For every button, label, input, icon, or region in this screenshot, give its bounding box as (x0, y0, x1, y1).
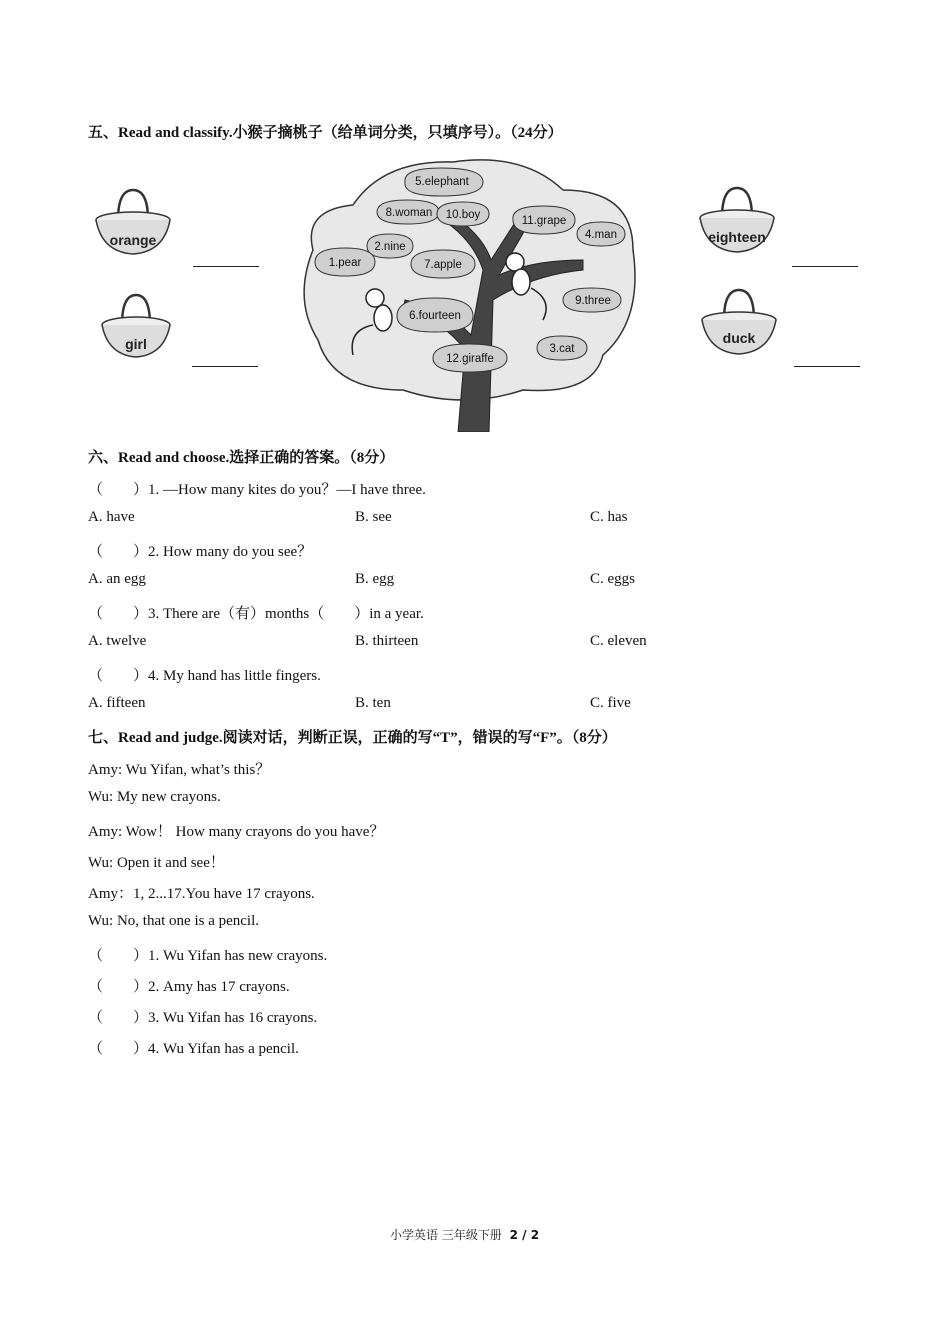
question-stem: （ ）3. There are（有）months（ ）in a year. (88, 606, 424, 622)
judge-statement: （ ）4. Wu Yifan has a pencil. (88, 1041, 299, 1057)
answer-blank-duck[interactable] (794, 366, 860, 367)
section6-title: 六、Read and choose.选择正确的答案。（8分） (88, 450, 395, 466)
basket-girl-icon (98, 293, 174, 363)
svg-text:5.elephant: 5.elephant (415, 176, 469, 188)
peach-item (433, 344, 507, 372)
peach-item (377, 200, 439, 224)
answer-blank-orange[interactable] (193, 266, 259, 267)
question-stem: （ ）4. My hand has little fingers. (88, 668, 321, 684)
svg-text:1.pear: 1.pear (328, 257, 362, 269)
peach-item (563, 288, 621, 312)
basket-orange-icon (92, 188, 174, 260)
peach-item (367, 234, 413, 258)
question-stem: （ ）2. How many do you see？ (88, 544, 313, 560)
option-a: A. twelve (88, 633, 147, 649)
option-b: B. egg (355, 571, 395, 587)
svg-text:4.man: 4.man (585, 229, 617, 241)
option-b: B. see (355, 509, 392, 525)
dialogue-line: Amy：1, 2...17.You have 17 crayons. (88, 886, 315, 902)
answer-blank-girl[interactable] (192, 366, 258, 367)
svg-text:7.apple: 7.apple (424, 259, 462, 271)
section7-title: 七、Read and judge.阅读对话，判断正误，正确的写“T”，错误的写“F”。（8分） (88, 730, 617, 746)
option-c: C. eggs (590, 571, 635, 587)
option-c: C. has (590, 509, 628, 525)
peach-item (537, 336, 587, 360)
judge-statement: （ ）2. Amy has 17 crayons. (88, 979, 290, 995)
dialogue-line: Amy: Wow！ How many crayons do you have？ (88, 824, 385, 840)
peach-item (397, 298, 473, 332)
svg-text:2.nine: 2.nine (374, 241, 406, 253)
judge-statement: （ ）1. Wu Yifan has new crayons. (88, 948, 328, 964)
option-c: C. five (590, 695, 631, 711)
option-b: B. ten (355, 695, 391, 711)
judge-statement: （ ）3. Wu Yifan has 16 crayons. (88, 1010, 318, 1026)
dialogue-line: Wu: No, that one is a pencil. (88, 913, 260, 929)
answer-blank-eighteen[interactable] (792, 266, 858, 267)
question-stem: （ ）1. —How many kites do you？—I have three. (88, 482, 426, 498)
option-c: C. eleven (590, 633, 647, 649)
basket-label: eighteen (708, 229, 766, 245)
basket-eighteen-icon (696, 186, 778, 258)
dialogue-line: Wu: My new crayons. (88, 789, 221, 805)
option-a: A. have (88, 509, 135, 525)
svg-text:8.woman: 8.woman (385, 207, 433, 219)
basket-label: girl (125, 336, 147, 352)
peach-item (411, 250, 475, 278)
option-a: A. an egg (88, 571, 146, 587)
peach-item (405, 168, 483, 196)
dialogue-line: Wu: Open it and see！ (88, 855, 225, 871)
peach-item (513, 206, 575, 234)
svg-text:11.grape: 11.grape (521, 215, 567, 227)
svg-text:9.three: 9.three (575, 295, 611, 307)
peach-tree-illustration (293, 150, 645, 432)
svg-text:6.fourteen: 6.fourteen (409, 310, 461, 322)
svg-text:3.cat: 3.cat (549, 343, 575, 355)
peach-item (437, 202, 489, 226)
page-footer (390, 1226, 539, 1243)
peach-item (577, 222, 625, 246)
basket-duck-icon (698, 288, 780, 360)
basket-label: orange (109, 232, 157, 248)
svg-text:10.boy: 10.boy (445, 209, 481, 221)
option-a: A. fifteen (88, 695, 146, 711)
option-b: B. thirteen (355, 633, 419, 649)
footer-text: 小学英语 三年级下册 (390, 1228, 502, 1242)
basket-label: duck (722, 330, 756, 346)
section5-title: 五、Read and classify.小猴子摘桃子（给单词分类，只填序号）。（24分） (88, 125, 563, 141)
dialogue-line: Amy: Wu Yifan, what’s this？ (88, 762, 271, 778)
page-number: 2 / 2 (509, 1228, 540, 1242)
svg-text:12.giraffe: 12.giraffe (446, 353, 494, 365)
peach-item (315, 248, 375, 276)
